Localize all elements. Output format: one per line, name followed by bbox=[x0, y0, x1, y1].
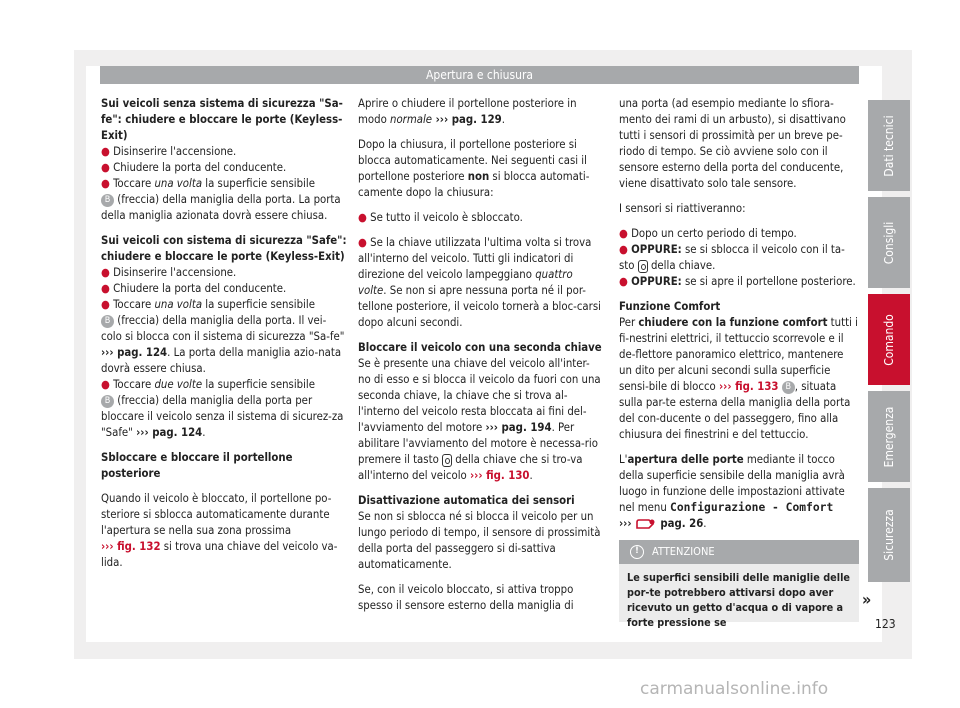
heading: Disattivazione automatica dei sensori bbox=[358, 494, 575, 507]
text-column-1 bbox=[101, 96, 347, 580]
tab-comando[interactable]: Comando bbox=[868, 294, 910, 385]
bullet-icon: ● bbox=[101, 298, 114, 311]
bullet-icon: ● bbox=[358, 236, 371, 249]
tab-sicurezza[interactable]: Sicurezza bbox=[868, 488, 910, 582]
paragraph: L'apertura delle porte mediante il tocco della superficie sensibile della maniglia avrà luogo in funzione delle impostazioni attivate nel menu Configurazione - Comfort ››› pag. 26. bbox=[619, 453, 845, 530]
heading: Sui veicoli con sistema di sicurezza "Safe": chiudere e bloccare le porte (Keyless-Exit) bbox=[101, 234, 347, 263]
tab-emergenza[interactable]: Emergenza bbox=[868, 391, 910, 482]
list-item: ● Chiudere la porta del conducente. bbox=[101, 282, 287, 295]
list-item: ● Se la chiave utilizzata l'ultima volta si trova all'interno del veicolo. Tutti gli indicatori di direzione del veicolo lampeggiano quattro volte. Se non si apre nessuna porta né il por-tellone posteriore, il veicolo tornerà a bloc-carsi dopo alcuni secondi. bbox=[358, 236, 601, 329]
text-column-3 bbox=[619, 96, 859, 541]
list-item: ● Disinserire l'accensione. bbox=[101, 266, 237, 279]
paragraph: Se non si sblocca né si blocca il veicolo per un lungo periodo di tempo, il sensore di prossimità della porta del passeggero si di-sattiva automaticamente. bbox=[358, 510, 601, 571]
callout-b-badge: B bbox=[101, 395, 114, 408]
bullet-icon: ● bbox=[619, 275, 632, 288]
section-header: Apertura e chiusura bbox=[100, 66, 859, 84]
list-item: ● Chiudere la porta del conducente. bbox=[101, 161, 287, 174]
list-item: ● OPPURE: se si sblocca il veicolo con il ta-sto della chiave. bbox=[619, 243, 845, 272]
page-link[interactable]: ››› pag. 129 bbox=[432, 113, 502, 126]
paragraph: Per chiudere con la funzione comfort tutti i fi-nestrini elettrici, il tettuccio scorrevole e il de-flettore panoramico elettrico, mantenere un dito per alcuni secondi sulla superficie sensi-bile di blocco ››› fig. 133 B , situata sulla par-te esterna della maniglia della porta del con-ducente o del passeggero, fino alla chiusura dei finestrini e del tettuccio. bbox=[619, 316, 858, 441]
page-link[interactable]: ››› pag. 124 bbox=[101, 346, 168, 359]
settings-menu-icon bbox=[635, 518, 657, 531]
bullet-icon: ● bbox=[101, 378, 114, 391]
callout-b-badge: B bbox=[101, 194, 114, 207]
warning-box bbox=[619, 540, 859, 629]
callout-b-badge: B bbox=[782, 381, 795, 394]
paragraph: Quando il veicolo è bloccato, il portellone po-steriore si sblocca automaticamente durante l'apertura se nella sua zona prossima ››› fig. 132 si trova una chiave del veicolo va-lida. bbox=[101, 492, 338, 569]
callout-b-badge: B bbox=[101, 315, 114, 328]
bullet-icon: ● bbox=[101, 177, 114, 190]
page-number: 123 bbox=[875, 617, 896, 631]
paragraph: Se, con il veicolo bloccato, si attiva troppo spesso il sensore esterno della maniglia di bbox=[358, 583, 574, 612]
bullet-icon: ● bbox=[101, 282, 114, 295]
paragraph: Aprire o chiudere il portellone posteriore in modo normale ››› pag. 129. bbox=[358, 97, 577, 126]
page-link[interactable]: ››› bbox=[619, 517, 632, 530]
bullet-icon: ● bbox=[619, 227, 632, 240]
bullet-icon: ● bbox=[619, 243, 632, 256]
bullet-icon: ● bbox=[101, 266, 114, 279]
paragraph: Dopo la chiusura, il portellone posteriore si blocca automaticamente. Nei seguenti casi il portellone posteriore non si blocca automati-camente dopo la chiusura: bbox=[358, 138, 590, 199]
figure-link[interactable]: ››› fig. 133 bbox=[718, 380, 779, 393]
warning-header: ! ATTENZIONE bbox=[619, 540, 859, 564]
page-link[interactable]: ››› pag. 194 bbox=[485, 421, 552, 434]
bullet-icon: ● bbox=[358, 211, 371, 224]
figure-link[interactable]: ››› fig. 132 bbox=[101, 540, 161, 553]
warning-icon: ! bbox=[630, 545, 644, 559]
list-item: ● Disinserire l'accensione. bbox=[101, 145, 237, 158]
bullet-icon: ● bbox=[101, 145, 114, 158]
list-item: ● Toccare una volta la superficie sensibile B (freccia) della maniglia della porta. Il vei-colo si blocca con il sistema di sicurezza "Sa-fe" ››› pag. 124. La porta della maniglia azio-nata dovrà essere chiusa. bbox=[101, 298, 345, 375]
tab-dati-tecnici[interactable]: Dati tecnici bbox=[868, 100, 910, 191]
bullet-icon: ● bbox=[101, 161, 114, 174]
heading: Bloccare il veicolo con una seconda chiave bbox=[358, 341, 602, 354]
list-item: ● OPPURE: se si apre il portellone posteriore. bbox=[619, 275, 856, 288]
paragraph: una porta (ad esempio mediante lo sfiora-mento dei rami di un arbusto), si disattivano tutti i sensori di prossimità per un breve pe-riodo di tempo. Se ciò avviene solo con il sensore esterno della porta del conducente, viene disattivato solo tale sensore. bbox=[619, 97, 846, 190]
heading: Sui veicoli senza sistema di sicurezza "Sa-fe": chiudere e bloccare le porte (Keyless-Exit) bbox=[101, 97, 343, 142]
paragraph: I sensori si riattiveranno: bbox=[619, 202, 746, 215]
watermark: carmanualsonline.info bbox=[640, 679, 829, 699]
heading: Sbloccare e bloccare il portellone posteriore bbox=[101, 451, 293, 480]
warning-text: Le superfici sensibili delle maniglie delle por-te potrebbero attivarsi dopo aver ricevuto un getto d'acqua o di vapore a forte pressione se bbox=[627, 571, 851, 629]
continue-arrow-icon: » bbox=[862, 590, 872, 609]
list-item: ● Dopo un certo periodo di tempo. bbox=[619, 227, 797, 240]
list-item: ● Toccare due volte la superficie sensibile B (freccia) della maniglia della porta per bloccare il veicolo senza il sistema di sicurez-za "Safe" ››› pag. 124. bbox=[101, 378, 344, 439]
key-lock-icon bbox=[638, 260, 648, 273]
key-lock-icon bbox=[442, 454, 452, 467]
list-item: ● Toccare una volta la superficie sensibile B (freccia) della maniglia della porta. La porta della maniglia azionata dovrà essere chiusa. bbox=[101, 177, 341, 222]
page-link[interactable]: ››› pag. 124 bbox=[136, 426, 203, 439]
figure-link[interactable]: ››› fig. 130 bbox=[469, 469, 530, 482]
tab-consigli[interactable]: Consigli bbox=[868, 197, 910, 288]
list-item: ● Se tutto il veicolo è sbloccato. bbox=[358, 211, 523, 224]
heading: Funzione Comfort bbox=[619, 300, 721, 313]
text-column-2 bbox=[358, 96, 602, 623]
paragraph: Se è presente una chiave del veicolo all'inter-no di esso e si blocca il veicolo da fuori con una seconda chiave, la chiave che si trova al-l'interno del veicolo resta bloccata ai fini del-l'avviamento del motore ››› pag. 194. Per abilitare l'avviamento del motore è necessa-rio premere il tasto della chiave che si tro-va all'interno del veicolo ››› fig. 130. bbox=[358, 357, 601, 482]
